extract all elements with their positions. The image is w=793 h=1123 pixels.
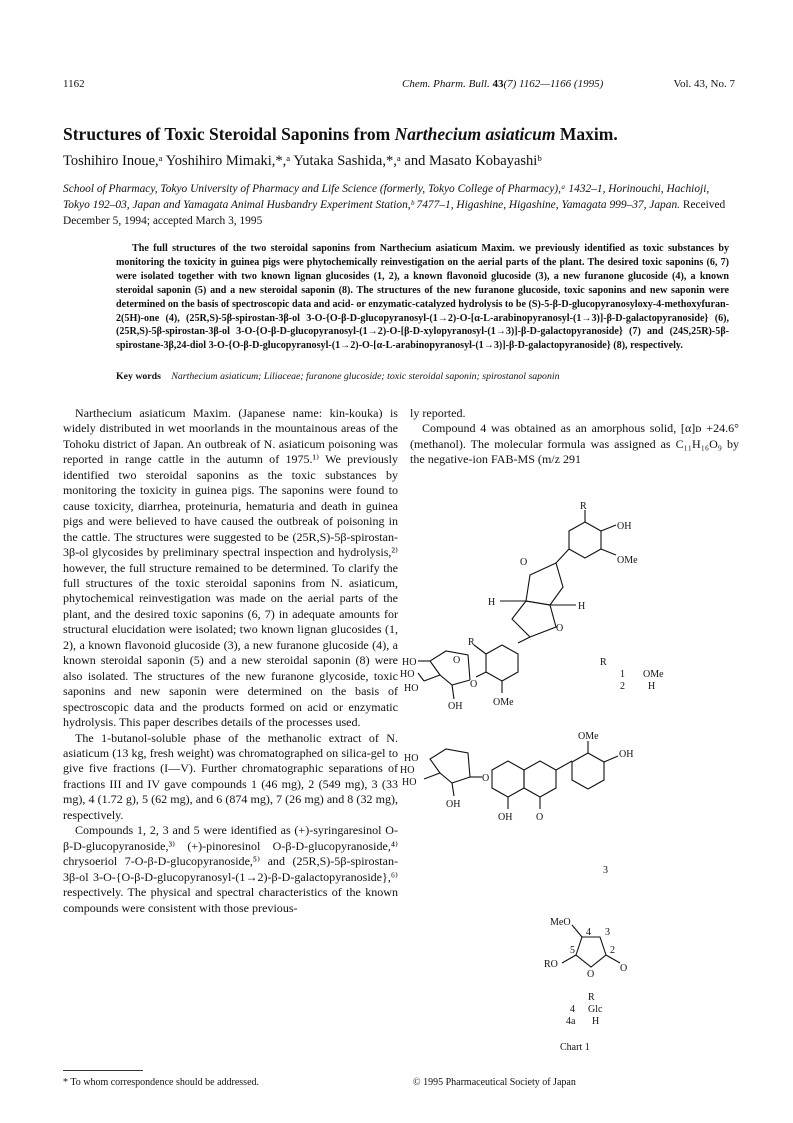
- s4-table-row2-num: 4a: [566, 1016, 576, 1027]
- journal-volume: 43: [492, 78, 504, 90]
- s1-r-left: R: [468, 637, 475, 648]
- s4-n3: 3: [605, 927, 610, 938]
- s4-meo: MeO: [550, 917, 571, 928]
- s4-table-r-header: R: [588, 992, 595, 1003]
- s1-o-link: O: [470, 679, 478, 690]
- paragraph-extraction: The 1-butanol-soluble phase of the methanolic extract of N. asiaticum (13 kg, fresh weight) was chromatographed on silica-gel to give five fractions (I—V). Further chromatographic separations of fractions III and IV gave compounds 1 (46 mg), 2 (549 mg), 3 (33 mg), 4 (1.72 g), 5 (62 mg), and 6 (874 mg), 7 (26 mg) and 8 (32 mg), respectively.: [63, 730, 398, 822]
- s4-table-row2-r: H: [592, 1016, 600, 1027]
- s1-o-sugar: O: [453, 655, 461, 666]
- s1-o-ring2: O: [556, 623, 564, 634]
- s4-o-ring: O: [587, 969, 595, 980]
- correspondence-footnote: * To whom correspondence should be addressed.: [63, 1077, 260, 1088]
- body-column-left: [63, 406, 398, 916]
- chart-caption: Chart 1: [560, 1042, 590, 1053]
- journal-citation: [402, 78, 603, 90]
- received-dates: Received December 5, 1994; accepted March 3, 1995: [63, 199, 726, 227]
- s1-ome-bottom: OMe: [493, 697, 514, 708]
- s1-h-left: H: [488, 597, 496, 608]
- s3-o-carbonyl: O: [536, 812, 544, 823]
- title-authority: Maxim.: [559, 124, 618, 144]
- s1-table-row1-num: 1: [620, 669, 625, 680]
- journal-name: Chem. Pharm. Bull.: [402, 78, 490, 90]
- s4-n4: 4: [586, 927, 591, 938]
- paragraph-compound-4: Compound 4 was obtained as an amorphous solid, [α]ᴅ +24.6° (methanol). The molecular formula was assigned as C₁₁H₁₆O₉ by the negative-ion FAB-MS (m/z 291: [410, 421, 739, 467]
- s1-oh-sugar: OH: [448, 701, 463, 712]
- s1-oh: OH: [617, 521, 632, 532]
- s1-ho-2: HO: [400, 669, 415, 680]
- keywords-label: Key words: [116, 371, 161, 382]
- affiliation: School of Pharmacy, Tokyo University of Pharmacy and Life Science (formerly, Tokyo College of Pharmacy),ᵃ 1432–1, Horinouchi, Hachioji, Tokyo 192–03, Japan and Yamagata Animal Husbandry Experiment Station,ᵇ 7477–1, Higashine, Higashine, Yamagata 999–37, Japan. Received December 5, 1994; accepted March 3, 1995: [63, 183, 726, 227]
- keywords: [116, 371, 736, 382]
- paragraph-known-compounds: Compounds 1, 2, 3 and 5 were identified as (+)-syringaresinol O-β-D-glucopyranoside,³⁾ (+)-pinoresinol O-β-D-glucopyranoside,⁴⁾ chrysoeriol 7-O-β-D-glucopyranoside,⁵⁾ and (25R,S)-5β-spirostan-3β-ol 3-O-{O-β-D-glucopyranosyl-(1→2)-β-D-galactopyranoside},⁶⁾respectively. The physical and spectral characteristics of the known compounds were consistent with those previous-: [63, 823, 398, 915]
- s3-ho-3: HO: [402, 777, 417, 788]
- title-species: Narthecium asiaticum: [394, 124, 556, 144]
- s4-n5: 5: [570, 945, 575, 956]
- article-title: Structures of Toxic Steroidal Saponins from Narthecium asiaticum Maxim.: [63, 124, 618, 144]
- s3-ho-2: HO: [400, 765, 415, 776]
- abstract: The full structures of the two steroidal saponins from Narthecium asiaticum Maxim. we previously identified as toxic substances by monitoring the toxicity in guinea pigs were phytochemically reinvestigation on the aerial parts of the plant. The desired toxic saponins (6, 7) were isolated together with two known lignan glucosides (1, 2), a known flavonoid glucoside (3), a new furanone glucoside (4), a known steroidal saponin (5) and a new steroidal saponin (8). The structures of the new furanone glucoside, toxic saponins and new saponin were determined on the basis of spectroscopic data and acid- or enzymatic-catalyzed hydrolysis to be (S)-5-β-D-glucopyranosyloxy-4-methoxyfuran-2(5H)-one (4), (25R,S)-5β-spirostan-3β-ol 3-O-{O-β-D-glucopyranosyl-(1→2)-O-[α-L-arabinopyranosyl-(1→3)]-β-D-galactopyranoside} (6), (25R,S)-5β-spirostan-3β-ol 3-O-{O-β-D-glucopyranosyl-(1→2)-O-[β-D-xylopyranosyl-(1→3)]-β-D-galactopyranoside} (7) and (24S,25R)-5β-spirostane-3β,24-diol 3-O-{O-β-D-glucopyranosyl-(1→2)-O-[α-L-arabinopyranosyl-(1→3)]-β-D-galactopyranoside} (8), respectively.: [116, 243, 729, 352]
- s3-oh: OH: [619, 749, 634, 760]
- s3-ome: OMe: [578, 731, 599, 742]
- s4-table-row1-num: 4: [570, 1004, 575, 1015]
- paragraph-intro: Narthecium asiaticum Maxim. (Japanese name: kin-kouka) is widely distributed in wet moorlands in the mountainous areas of the Tohoku district of Japan. An outbreak of N. asiaticum poisoning was reported in range cattle in the autumn of 1975.¹⁾ We previously identified two steroidal saponins as the toxic substances by monitoring the toxicity in guinea pigs. The saponins were found to cause toxicity, diarrhea, proteinuria, hematuria and death in guinea pigs and were believed to have caused the outbreak of poisoning in the cattle. The structures were suggested to be (25R,S)-5β-spirostan-3β-ol glycosides by preliminary spectral inspection and hydrolysis,²⁾ however, the full structure remained to be determined. To clarify the full structures of the toxic steroidal saponins from N. asiaticum, phytochemical reinvestigation was made on the aerial parts of the plant, and the desired toxic saponins (6, 7) in adequate amounts for structural elucidation were isolated; two known lignan glucosides (1, 2), a known flavonoid glucoside (3), a new furanone glucoside (4), a known steroidal saponin (5) and a new steroidal saponin (8) were also isolated. The structures of the new furanone glycoside, toxic saponins and new saponin were determined on the basis of spectroscopic data and the products formed on acid or enzymatic hydrolysis. This paper describes details of the processes used.: [63, 406, 398, 730]
- s4-ro: RO: [544, 959, 558, 970]
- s3-oh-sugar: OH: [446, 799, 461, 810]
- paragraph-continuation: ly reported.: [410, 406, 466, 420]
- s1-table-r-header: R: [600, 657, 607, 668]
- copyright-notice: © 1995 Pharmaceutical Society of Japan: [413, 1077, 576, 1088]
- s1-ome-right: OMe: [617, 555, 638, 566]
- s1-h-right: H: [578, 601, 586, 612]
- s3-ho-1: HO: [404, 753, 419, 764]
- footnote-rule: [63, 1070, 143, 1071]
- keywords-text: Narthecium asiaticum; Liliaceae; furanone glucoside; toxic steroidal saponin; spirostanol saponin: [171, 371, 560, 382]
- s1-o-ring1: O: [520, 557, 528, 568]
- s4-o-carbonyl: O: [620, 963, 628, 974]
- s3-o-link: O: [482, 773, 490, 784]
- s4-n2: 2: [610, 945, 615, 956]
- s1-r-top: R: [580, 501, 587, 512]
- page-number: 1162: [63, 78, 85, 90]
- s1-table-row1-r: OMe: [643, 669, 664, 680]
- s1-ho-3: HO: [404, 683, 419, 694]
- s3-oh-ring: OH: [498, 812, 513, 823]
- journal-pages: (7) 1162—1166 (1995): [503, 78, 604, 90]
- volume-issue: Vol. 43, No. 7: [673, 78, 735, 90]
- s4-table-row1-r: Glc: [588, 1004, 603, 1015]
- s1-ho-1: HO: [402, 657, 417, 668]
- chart-1-structures: [400, 501, 740, 1075]
- s1-table-row2-num: 2: [620, 681, 625, 692]
- s1-table-row2-r: H: [648, 681, 656, 692]
- body-column-right: [410, 406, 739, 468]
- s3-label: 3: [603, 865, 608, 876]
- author-list: Toshihiro Inoue,ᵃ Yoshihiro Mimaki,*,ᵃ Yutaka Sashida,*,ᵃ and Masato Kobayashiᵇ: [63, 153, 542, 169]
